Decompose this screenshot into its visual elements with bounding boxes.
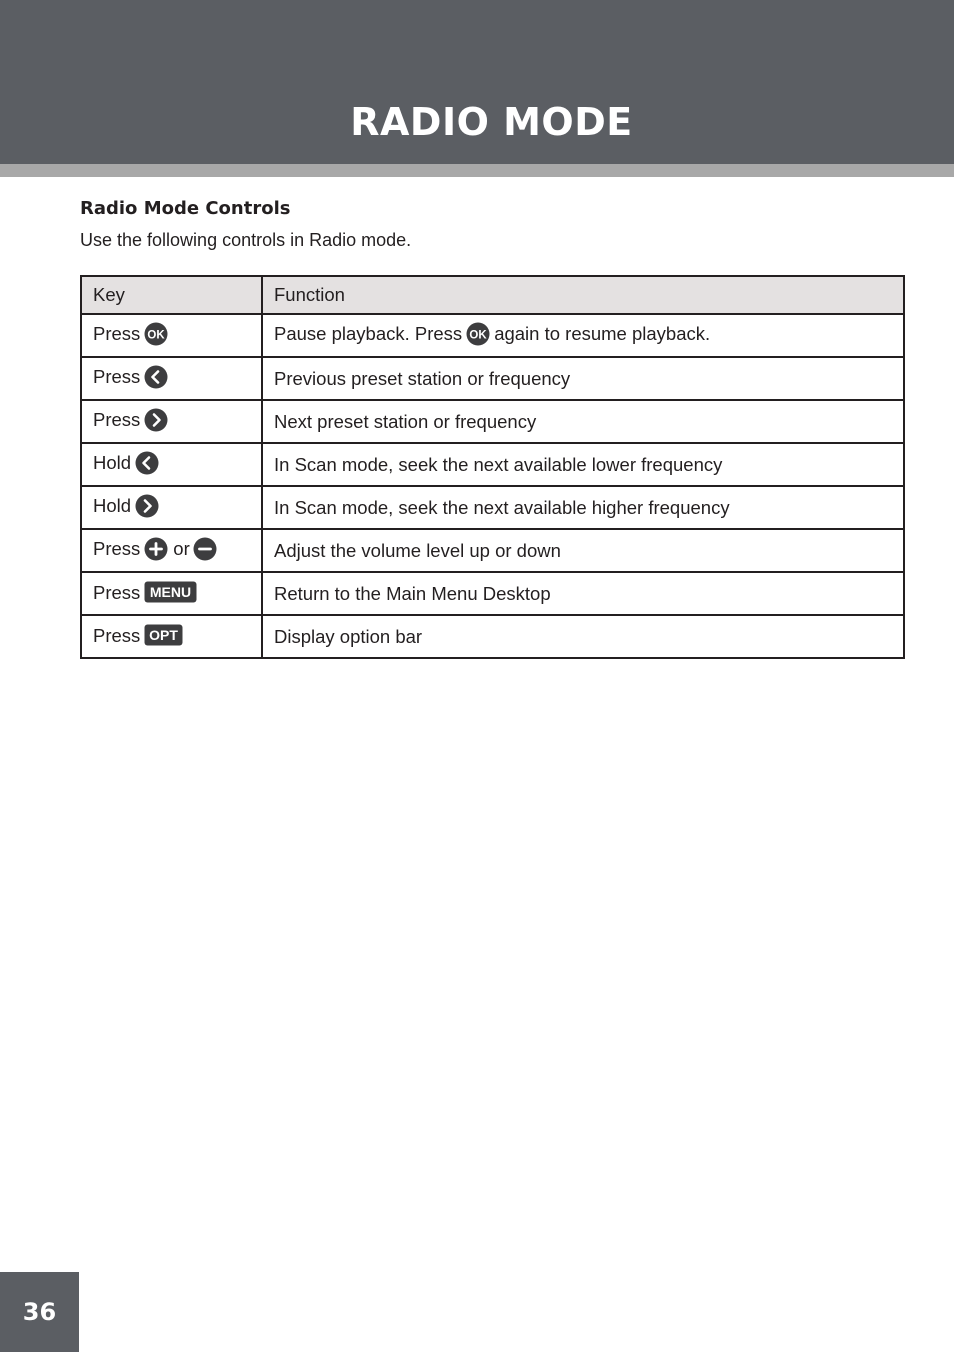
table-row — [81, 486, 904, 529]
right-arrow-button-icon — [144, 408, 168, 432]
svg-text:OPT: OPT — [149, 627, 179, 644]
table-row — [81, 357, 904, 400]
action-label: Hold — [93, 452, 132, 474]
key-cell — [81, 572, 262, 615]
left-arrow-button-icon — [135, 451, 159, 475]
action-label: Press — [93, 538, 141, 560]
function-cell: Next preset station or frequency — [262, 400, 904, 443]
controls-table — [80, 275, 905, 659]
function-cell: Adjust the volume level up or down — [262, 529, 904, 572]
svg-text:OK: OK — [147, 329, 165, 342]
page-title: RADIO MODE — [350, 100, 633, 144]
action-label: Press — [93, 366, 141, 388]
table-row — [81, 400, 904, 443]
function-cell: Return to the Main Menu Desktop — [262, 572, 904, 615]
key-cell — [81, 486, 262, 529]
column-header-function: Function — [262, 276, 904, 314]
action-label: Press — [93, 624, 141, 646]
minus-button-icon — [193, 537, 217, 561]
key-cell — [81, 615, 262, 658]
section-heading: Radio Mode Controls — [80, 198, 291, 219]
action-label: Press — [93, 581, 141, 603]
action-label: Hold — [93, 495, 132, 517]
ok-button-icon — [144, 322, 168, 346]
page-number: 36 — [22, 1298, 57, 1326]
intro-text: Use the following controls in Radio mode. — [80, 230, 412, 250]
ok-button-icon — [466, 322, 490, 346]
svg-text:OK: OK — [469, 329, 487, 342]
function-text: Pause playback. Press — [274, 323, 463, 345]
left-arrow-button-icon — [144, 365, 168, 389]
plus-button-icon — [144, 537, 168, 561]
menu-button-icon — [144, 581, 197, 603]
key-cell — [81, 529, 262, 572]
function-cell: In Scan mode, seek the next available lower frequency — [262, 443, 904, 486]
header-stripe — [0, 164, 954, 177]
action-label: Press — [93, 323, 141, 345]
function-cell: In Scan mode, seek the next available higher frequency — [262, 486, 904, 529]
opt-button-icon — [144, 624, 183, 646]
key-cell — [81, 357, 262, 400]
action-label: Press — [93, 409, 141, 431]
svg-text:MENU: MENU — [150, 584, 192, 601]
function-cell: Previous preset station or frequency — [262, 357, 904, 400]
function-text: again to resume playback. — [494, 323, 711, 345]
function-cell — [262, 314, 904, 357]
or-label: or — [173, 538, 190, 560]
table-row — [81, 443, 904, 486]
table-header-row — [81, 276, 904, 314]
table-row — [81, 615, 904, 658]
table-row — [81, 572, 904, 615]
key-cell — [81, 443, 262, 486]
table-row — [81, 529, 904, 572]
function-cell: Display option bar — [262, 615, 904, 658]
column-header-key: Key — [81, 276, 262, 314]
right-arrow-button-icon — [135, 494, 159, 518]
table-row — [81, 314, 904, 357]
key-cell — [81, 400, 262, 443]
key-cell — [81, 314, 262, 357]
